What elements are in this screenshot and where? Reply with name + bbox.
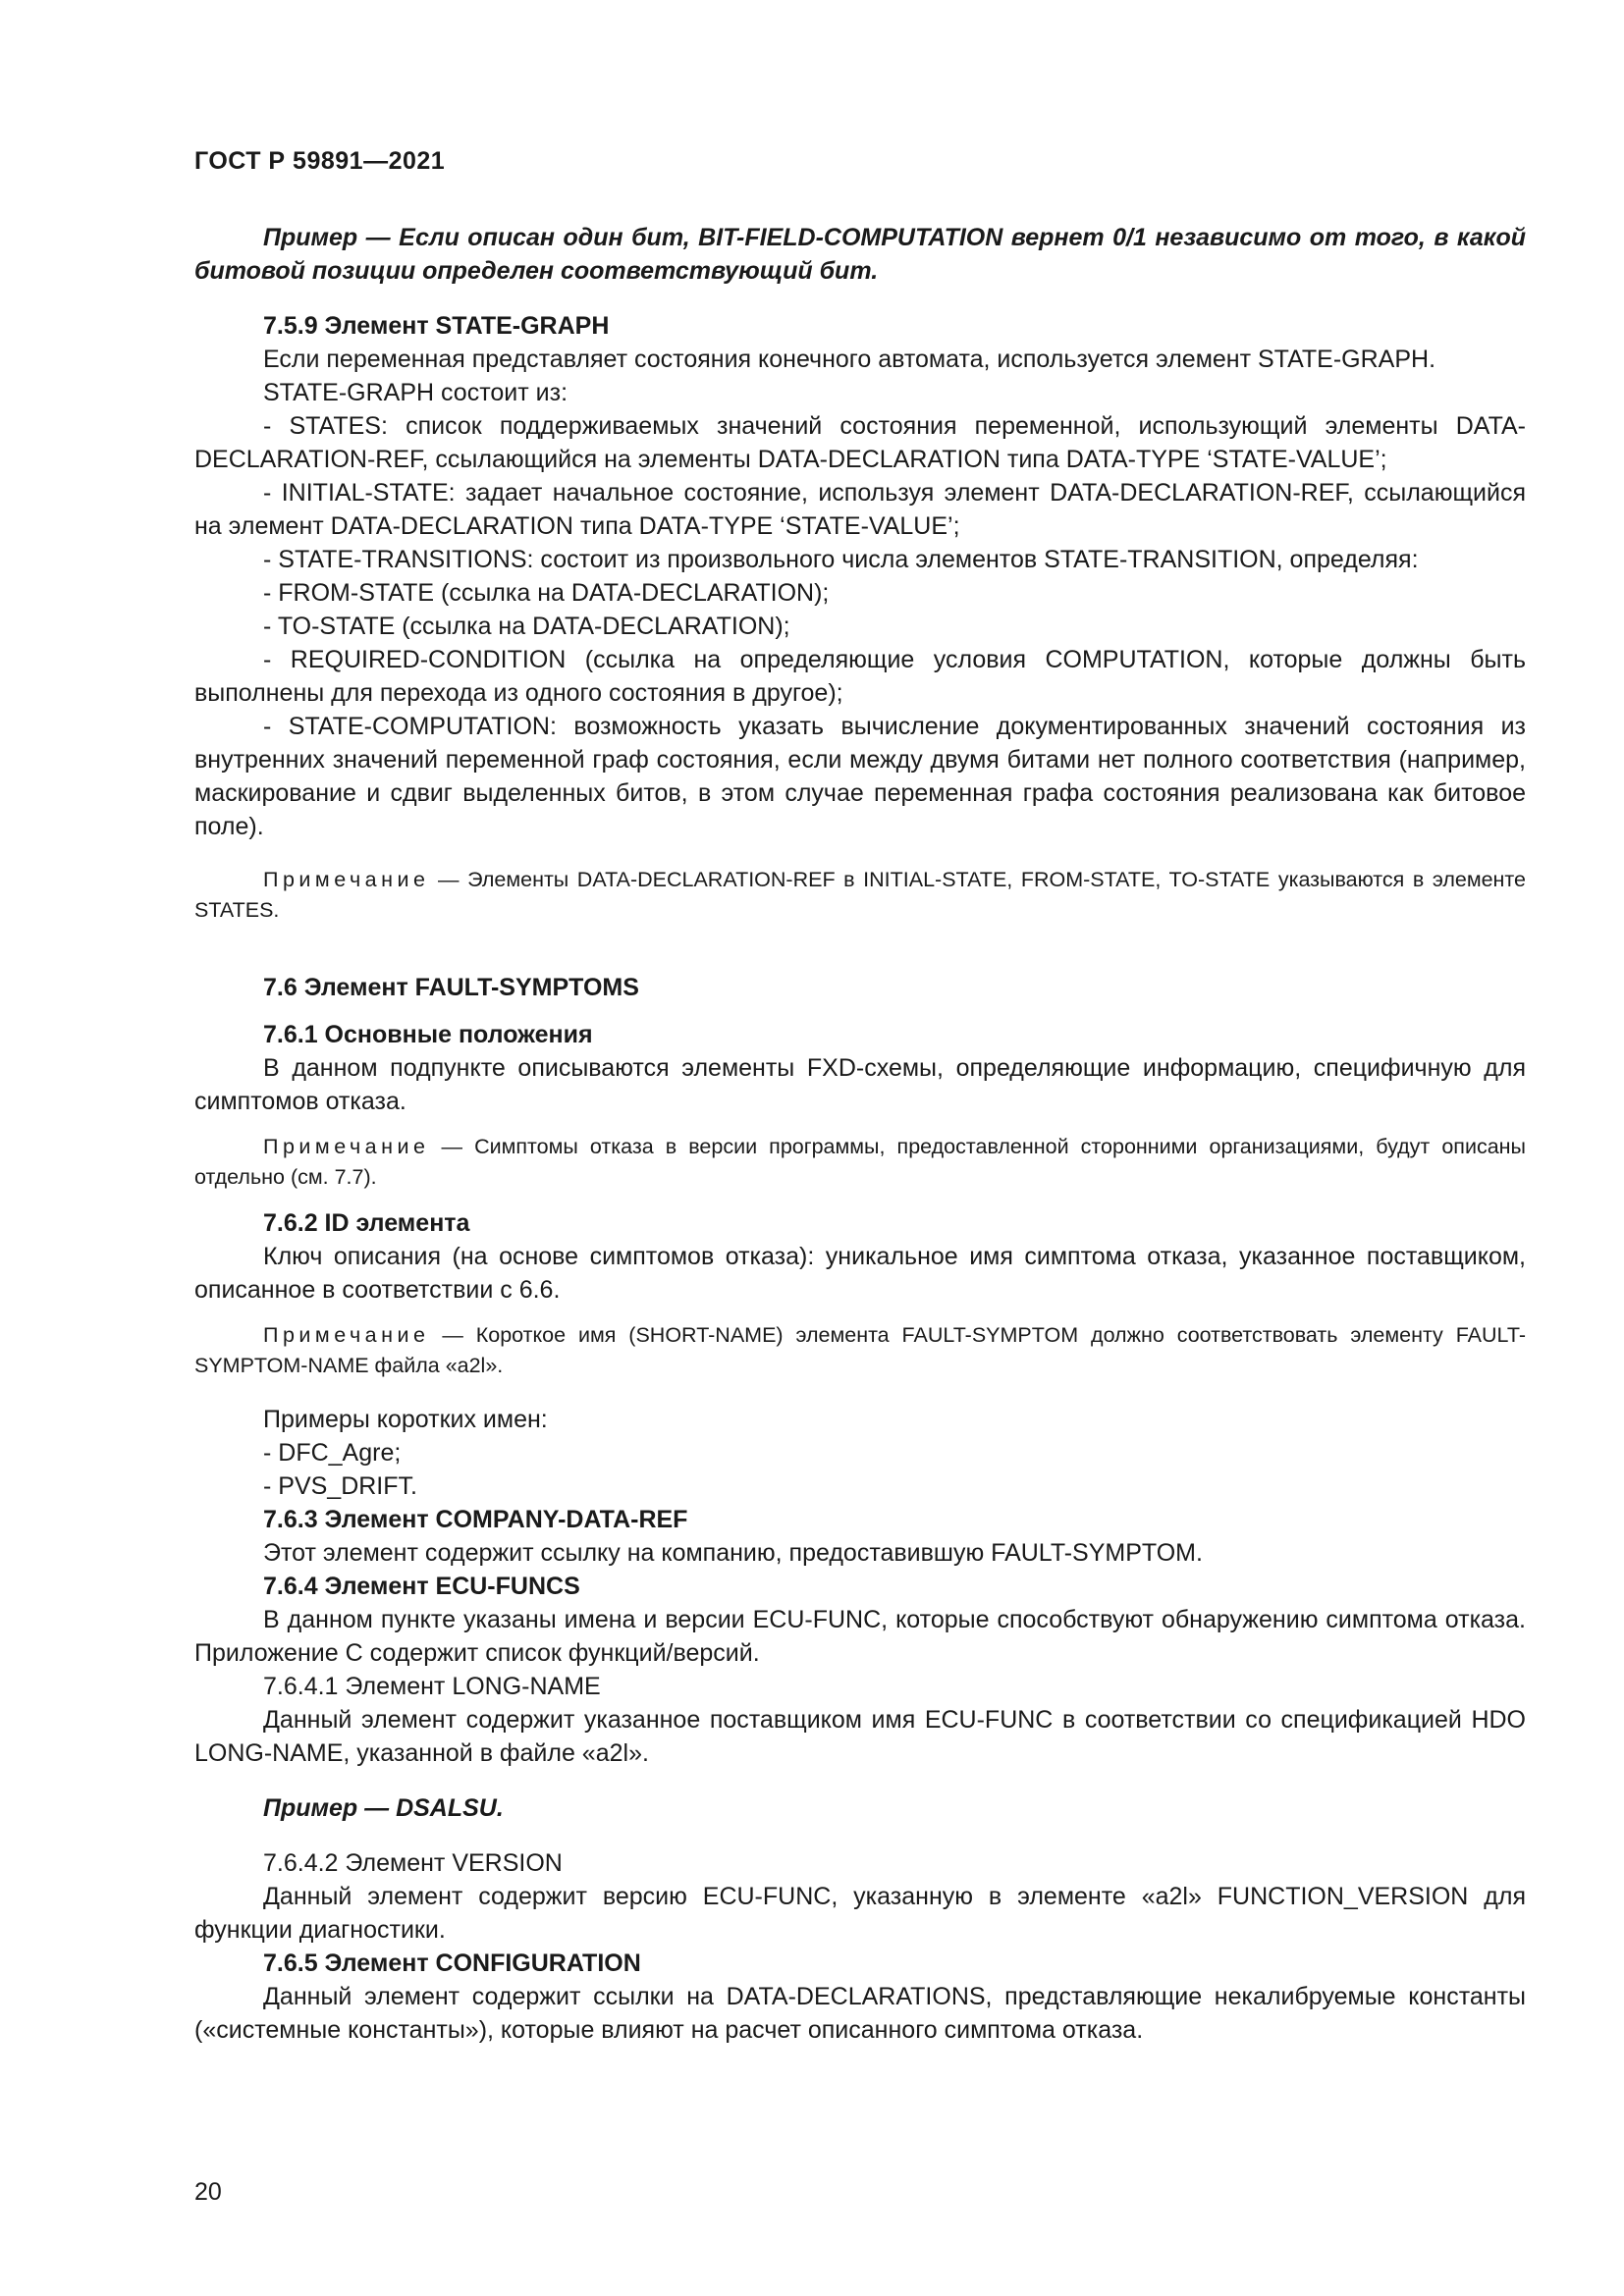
heading-7-6-3: 7.6.3 Элемент COMPANY-DATA-REF (263, 1506, 688, 1533)
list-item: - REQUIRED-CONDITION (ссылка на определяющие условия COMPUTATION, которые должны быть выполнены для перехода из одного состояния в другое); (194, 646, 1526, 707)
heading-7-6: 7.6 Элемент FAULT-SYMPTOMS (263, 974, 639, 1001)
note (194, 1132, 1526, 1193)
paragraph: Данный элемент содержит ссылки на DATA-DECLARATIONS, представляющие некалибруемые константы («системные константы»), которые влияют на расчет описанного симптома отказа. (194, 1983, 1526, 2044)
heading-7-6-5: 7.6.5 Элемент CONFIGURATION (263, 1949, 641, 1977)
note-text: — Короткое имя (SHORT-NAME) элемента FAULT-SYMPTOM должно соответствовать элементу FAULT-SYMPTOM-NAME файла «a2l». (194, 1323, 1526, 1377)
paragraph: Данный элемент содержит версию ECU-FUNC, указанную в элементе «a2l» FUNCTION_VERSION для функции диагностики. (194, 1883, 1526, 1944)
note-label: Примечание (263, 868, 430, 891)
list-item: - FROM-STATE (ссылка на DATA-DECLARATION); (263, 579, 830, 607)
list-item: - PVS_DRIFT. (263, 1472, 417, 1500)
note (194, 865, 1526, 926)
example-bit-field: Пример — Если описан один бит, BIT-FIELD-COMPUTATION вернет 0/1 независимо от того, в какой битовой позиции определен соответствующий бит. (194, 224, 1526, 285)
paragraph: STATE-GRAPH состоит из: (263, 379, 568, 406)
heading-7-6-2: 7.6.2 ID элемента (263, 1209, 470, 1237)
list-item: - STATE-COMPUTATION: возможность указать вычисление документированных значений состояния из внутренних значений переменной граф состояния, если между двумя битами нет полного соответствия (например, маскирование и сдвиг выделенных битов, в этом случае переменная графа состояния реализована как битовое поле). (194, 713, 1526, 840)
paragraph: Если переменная представляет состояния конечного автомата, используется элемент STATE-GRAPH. (263, 346, 1436, 373)
list-item: - DFC_Agre; (263, 1439, 402, 1467)
list-item: - INITIAL-STATE: задает начальное состояние, используя элемент DATA-DECLARATION-REF, ссылающийся на элемент DATA-DECLARATION типа DATA-TYPE ‘STATE-VALUE’; (194, 479, 1526, 540)
list-item: - TO-STATE (ссылка на DATA-DECLARATION); (263, 613, 790, 640)
heading-7-6-4: 7.6.4 Элемент ECU-FUNCS (263, 1573, 580, 1600)
heading-7-5-9: 7.5.9 Элемент STATE-GRAPH (263, 312, 610, 340)
example-dsalsu: Пример — DSALSU. (263, 1794, 504, 1822)
list-item: - STATES: список поддерживаемых значений состояния переменной, использующий элементы DATA-DECLARATION-REF, ссылающийся на элементы DATA-DECLARATION типа DATA-TYPE ‘STATE-VALUE’; (194, 412, 1526, 473)
heading-7-6-1: 7.6.1 Основные положения (263, 1021, 593, 1048)
note-label: Примечание (263, 1135, 430, 1158)
page-number: 20 (194, 2178, 222, 2206)
paragraph: В данном подпункте описываются элементы FXD-схемы, определяющие информацию, специфичную для симптомов отказа. (194, 1054, 1526, 1115)
list-item: - STATE-TRANSITIONS: состоит из произвольного числа элементов STATE-TRANSITION, определяя: (263, 546, 1419, 573)
note-text: — Симптомы отказа в версии программы, предоставленной сторонними организациями, будут описаны отдельно (см. 7.7). (194, 1135, 1526, 1189)
paragraph: Данный элемент содержит указанное поставщиком имя ECU-FUNC в соответствии со спецификацией HDO LONG-NAME, указанной в файле «a2l». (194, 1706, 1526, 1767)
paragraph: В данном пункте указаны имена и версии ECU-FUNC, которые способствуют обнаружению симптома отказа. Приложение С содержит список функций/версий. (194, 1606, 1526, 1667)
standard-header: ГОСТ Р 59891—2021 (194, 147, 446, 175)
heading-7-6-4-2: 7.6.4.2 Элемент VERSION (263, 1849, 563, 1877)
heading-7-6-4-1: 7.6.4.1 Элемент LONG-NAME (263, 1673, 601, 1700)
page-body (194, 221, 1526, 2047)
note-label: Примечание (263, 1323, 430, 1347)
note-text: — Элементы DATA-DECLARATION-REF в INITIAL-STATE, FROM-STATE, TO-STATE указываются в элементе STATES. (194, 868, 1526, 922)
paragraph: Ключ описания (на основе симптомов отказа): уникальное имя симптома отказа, указанное поставщиком, описанное в соответствии с 6.6. (194, 1243, 1526, 1304)
paragraph: Примеры коротких имен: (263, 1406, 548, 1433)
note (194, 1320, 1526, 1381)
paragraph: Этот элемент содержит ссылку на компанию, предоставившую FAULT-SYMPTOM. (263, 1539, 1203, 1567)
